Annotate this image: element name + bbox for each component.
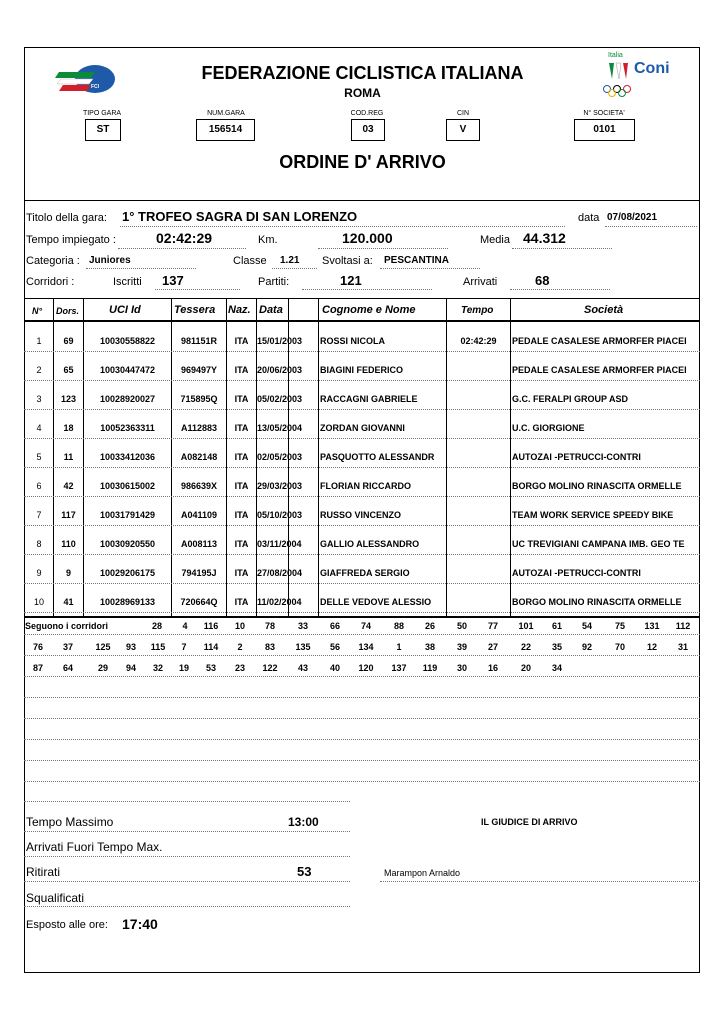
following-rider-number: 87 (32, 663, 43, 673)
cell-bib: 11 (63, 452, 74, 462)
cell-uci-id: 10028920027 (99, 394, 156, 404)
class-label: Classe (233, 255, 267, 267)
dotted-line (24, 676, 700, 677)
cell-birth-date: 15/01/2003 (257, 336, 303, 346)
col-header-naz: Naz. (228, 304, 251, 316)
dotted-line (24, 881, 350, 882)
following-rider-number: 26 (424, 621, 435, 631)
following-rider-number: 76 (32, 642, 43, 652)
cell-license: A112883 (180, 423, 218, 433)
cell-rank: 8 (36, 539, 42, 549)
table-row (24, 381, 700, 410)
following-rider-number: 29 (97, 663, 108, 673)
following-rider-number: 20 (520, 663, 531, 673)
cell-license: 981151R (180, 336, 218, 346)
arrived-label: Arrivati (463, 276, 498, 288)
col-header-dors: Dors. (56, 306, 80, 316)
cell-team: BORGO MOLINO RINASCITA ORMELLE (512, 597, 682, 607)
category-label: Categoria : (26, 255, 80, 267)
dotted-line (510, 289, 610, 290)
km-value: 120.000 (342, 230, 393, 246)
field-caption-cin: CIN (456, 110, 470, 117)
posted-label: Esposto alle ore: (26, 919, 108, 931)
cell-rank: 4 (36, 423, 42, 433)
following-rider-number: 35 (551, 642, 562, 652)
following-rider-number: 40 (329, 663, 340, 673)
max-time-label: Tempo Massimo (26, 815, 114, 829)
following-rider-number: 37 (62, 642, 73, 652)
table-bottom-line (24, 616, 700, 618)
cell-uci-id: 10033412036 (99, 452, 156, 462)
following-rider-number: 1 (396, 642, 402, 652)
cell-team: TEAM WORK SERVICE SPEEDY BIKE (512, 510, 674, 520)
judge-name: Marampon Arnaldo (384, 868, 461, 878)
time-value: 02:42:29 (156, 230, 213, 246)
following-rider-number: 112 (675, 621, 691, 631)
cell-license: 794195J (181, 568, 217, 578)
cell-rider-name: ZORDAN GIOVANNI (320, 423, 405, 433)
fci-logo-text: FCI (91, 84, 100, 90)
cell-rank: 10 (33, 597, 44, 607)
row-separator (24, 612, 700, 613)
following-rider-number: 93 (125, 642, 136, 652)
venue-value: PESCANTINA (384, 255, 450, 266)
coni-logo-text: Coni (634, 60, 670, 77)
following-rider-number: 56 (329, 642, 340, 652)
dotted-line (512, 248, 612, 249)
cell-team: PEDALE CASALESE ARMORFER PIACEI (512, 336, 687, 346)
dotted-line (24, 634, 700, 635)
following-rider-number: 28 (151, 621, 162, 631)
cell-birth-date: 03/11/2004 (257, 539, 302, 549)
cell-nation: ITA (234, 539, 249, 549)
following-rider-number: 120 (358, 663, 374, 673)
cell-uci-id: 10029206175 (99, 568, 156, 578)
following-rider-number: 19 (178, 663, 189, 673)
cell-uci-id: 10052363311 (100, 423, 155, 433)
cell-team: UC TREVIGIANI CAMPANA IMB. GEO TE (512, 539, 685, 549)
following-rider-number: 78 (264, 621, 275, 631)
cell-uci-id: 10030447472 (99, 365, 156, 375)
cell-birth-date: 20/06/2003 (257, 365, 303, 375)
dotted-line (380, 881, 700, 882)
following-rider-number: 101 (518, 621, 534, 631)
cell-birth-date: 05/10/2003 (257, 510, 303, 520)
category-value: Juniores (89, 255, 131, 266)
retired-value: 53 (297, 864, 312, 879)
table-header-line (24, 320, 700, 322)
col-header-tessera: Tessera (174, 304, 216, 316)
following-rider-number: 39 (456, 642, 467, 652)
cell-license: 715895Q (180, 394, 218, 404)
cell-license: 969497Y (180, 365, 218, 375)
cell-rank: 5 (36, 452, 42, 462)
dotted-line (272, 268, 317, 269)
following-rider-number: 22 (520, 642, 531, 652)
cell-uci-id: 10031791429 (99, 510, 156, 520)
cell-rank: 7 (36, 510, 42, 520)
following-rider-number: 131 (644, 621, 660, 631)
following-rider-number: 33 (297, 621, 308, 631)
col-header-n: N° (32, 306, 43, 316)
field-box-num-gara: 156514 (196, 119, 255, 141)
following-rider-number: 50 (456, 621, 467, 631)
following-rider-number: 30 (456, 663, 467, 673)
cell-rider-name: DELLE VEDOVE ALESSIO (320, 597, 432, 607)
table-row (24, 555, 700, 584)
dotted-line (86, 268, 196, 269)
col-header-societa: Società (584, 304, 624, 316)
dotted-line (24, 831, 350, 832)
table-row (24, 468, 700, 497)
cell-nation: ITA (234, 481, 249, 491)
table-row (24, 410, 700, 439)
field-box-tipo-gara: ST (85, 119, 121, 141)
following-rider-number: 4 (182, 621, 188, 631)
cell-license: 986639X (180, 481, 218, 491)
following-rider-number: 43 (297, 663, 308, 673)
riders-label: Corridori : (26, 276, 75, 288)
following-rider-number: 61 (551, 621, 562, 631)
dotted-line (24, 739, 700, 740)
time-label: Tempo impiegato : (26, 234, 116, 246)
cell-nation: ITA (234, 568, 249, 578)
cell-license: A008113 (180, 539, 218, 549)
dotted-line (155, 289, 240, 290)
following-rider-number: 27 (487, 642, 498, 652)
cell-birth-date: 29/03/2003 (257, 481, 303, 491)
cell-birth-date: 11/02/2004 (257, 597, 302, 607)
cell-rank: 6 (36, 481, 42, 491)
cell-uci-id: 10028969133 (99, 597, 156, 607)
cell-uci-id: 10030920550 (99, 539, 156, 549)
dotted-line (24, 760, 700, 761)
dotted-line (24, 906, 350, 907)
cell-team: AUTOZAI -PETRUCCI-CONTRI (512, 452, 641, 462)
race-title: 1° TROFEO SAGRA DI SAN LORENZO (122, 209, 358, 224)
following-rider-number: 77 (487, 621, 498, 631)
cell-nation: ITA (234, 510, 249, 520)
cell-nation: ITA (234, 452, 249, 462)
table-row (24, 352, 700, 381)
cell-rider-name: ROSSI NICOLA (320, 336, 386, 346)
col-header-data: Data (259, 304, 283, 316)
cell-rider-name: BIAGINI FEDERICO (320, 365, 404, 375)
following-rider-number: 137 (391, 663, 407, 673)
cell-rank: 1 (36, 336, 42, 346)
cell-birth-date: 02/05/2003 (257, 452, 303, 462)
following-rider-number: 32 (152, 663, 163, 673)
started-value: 121 (340, 273, 362, 288)
table-row (24, 323, 700, 352)
federation-title: FEDERAZIONE CICLISTICA ITALIANA (201, 63, 524, 83)
following-rider-number: 122 (262, 663, 278, 673)
col-header-name: Cognome e Nome (322, 304, 416, 316)
dotted-line (24, 655, 700, 656)
cell-rank: 9 (36, 568, 42, 578)
dotted-line (24, 718, 700, 719)
dotted-line (120, 226, 565, 227)
posted-time: 17:40 (122, 916, 158, 932)
cell-rank: 2 (36, 365, 42, 375)
cell-bib: 9 (65, 568, 71, 578)
following-rider-number: 54 (581, 621, 592, 631)
table-row (24, 584, 700, 613)
cell-bib: 110 (61, 539, 76, 549)
cell-time: 02:42:29 (460, 336, 497, 346)
following-rider-number: 88 (393, 621, 404, 631)
cell-bib: 65 (63, 365, 74, 375)
entered-value: 137 (162, 273, 184, 288)
cell-uci-id: 10030558822 (99, 336, 156, 346)
cell-rider-name: RACCAGNI GABRIELE (320, 394, 418, 404)
dotted-line (24, 781, 700, 782)
following-rider-number: 115 (150, 642, 166, 652)
field-caption-cod-reg: COD.REG (350, 110, 384, 117)
dotted-line (24, 801, 350, 802)
dotted-line (24, 856, 350, 857)
cell-bib: 123 (60, 394, 77, 404)
cell-license: A082148 (180, 452, 218, 462)
dotted-line (380, 268, 480, 269)
cell-birth-date: 05/02/2003 (257, 394, 303, 404)
race-title-label: Titolo della gara: (26, 212, 107, 224)
started-label: Partiti: (258, 276, 290, 288)
following-rider-number: 135 (295, 642, 311, 652)
dotted-line (302, 289, 432, 290)
dotted-line (118, 248, 246, 249)
table-top-line (24, 298, 700, 299)
following-rider-number: 34 (551, 663, 562, 673)
judge-label: IL GIUDICE DI ARRIVO (481, 817, 578, 827)
class-value: 1.21 (280, 255, 300, 266)
km-label: Km. (258, 234, 278, 246)
separator (24, 200, 700, 201)
cell-rider-name: GALLIO ALESSANDRO (320, 539, 420, 549)
cell-nation: ITA (234, 394, 249, 404)
cell-nation: ITA (234, 336, 249, 346)
average-label: Media (480, 234, 510, 246)
following-rider-number: 75 (614, 621, 625, 631)
document-title: ORDINE D' ARRIVO (279, 152, 446, 172)
entered-label: Iscritti (113, 276, 142, 288)
city-title: ROMA (344, 86, 381, 100)
col-header-uci-id: UCI Id (109, 304, 141, 316)
average-value: 44.312 (523, 230, 566, 246)
dotted-line (318, 248, 448, 249)
following-rider-number: 74 (360, 621, 371, 631)
field-box-cin: V (446, 119, 480, 141)
following-rider-number: 70 (614, 642, 625, 652)
date-label: data (578, 212, 600, 224)
cell-bib: 117 (61, 510, 76, 520)
retired-label: Ritirati (26, 865, 61, 879)
table-row (24, 526, 700, 555)
coni-logo-top: Italia (608, 52, 623, 59)
out-of-time-label: Arrivati Fuori Tempo Max. (26, 840, 163, 854)
field-box-cod-reg: 03 (351, 119, 385, 141)
cell-nation: ITA (234, 365, 249, 375)
cell-birth-date: 13/05/2004 (257, 423, 303, 433)
following-rider-number: 83 (264, 642, 275, 652)
cell-bib: 41 (63, 597, 74, 607)
following-rider-number: 2 (237, 642, 243, 652)
dotted-line (605, 226, 697, 227)
following-rider-number: 94 (125, 663, 136, 673)
following-label: Seguono i corridori (25, 621, 109, 631)
field-caption-num-gara: NUM.GARA (207, 110, 245, 117)
cell-team: G.C. FERALPI GROUP ASD (512, 394, 629, 404)
following-rider-number: 10 (234, 621, 245, 631)
dotted-line (24, 697, 700, 698)
cell-team: U.C. GIORGIONE (512, 423, 585, 433)
following-rider-number: 125 (95, 642, 111, 652)
following-rider-number: 92 (581, 642, 592, 652)
cell-rider-name: FLORIAN RICCARDO (320, 481, 411, 491)
cell-team: BORGO MOLINO RINASCITA ORMELLE (512, 481, 682, 491)
following-rider-number: 38 (424, 642, 435, 652)
following-rider-number: 66 (329, 621, 340, 631)
following-rider-number: 16 (487, 663, 498, 673)
cell-license: 720664Q (180, 597, 218, 607)
cell-rider-name: PASQUOTTO ALESSANDR (320, 452, 435, 462)
field-caption-tipo-gara: TIPO GARA (82, 110, 122, 117)
cell-bib: 18 (63, 423, 74, 433)
following-rider-number: 119 (422, 663, 438, 673)
cell-nation: ITA (234, 423, 249, 433)
following-rider-number: 134 (358, 642, 374, 652)
max-time-value: 13:00 (288, 815, 319, 829)
cell-birth-date: 27/08/2004 (257, 568, 303, 578)
following-rider-number: 7 (181, 642, 187, 652)
cell-bib: 69 (63, 336, 74, 346)
cell-license: A041109 (180, 510, 218, 520)
field-box-n-societa: 0101 (574, 119, 635, 141)
following-rider-number: 53 (205, 663, 216, 673)
disqualified-label: Squalificati (26, 891, 85, 905)
cell-bib: 42 (63, 481, 74, 491)
following-rider-number: 114 (203, 642, 219, 652)
following-rider-number: 31 (677, 642, 688, 652)
cell-team: AUTOZAI -PETRUCCI-CONTRI (512, 568, 641, 578)
following-rider-number: 12 (646, 642, 657, 652)
table-row (24, 439, 700, 468)
cell-uci-id: 10030615002 (99, 481, 156, 491)
venue-label: Svoltasi a: (322, 255, 373, 267)
arrived-value: 68 (535, 273, 550, 288)
cell-rank: 3 (36, 394, 42, 404)
table-row (24, 497, 700, 526)
following-rider-number: 23 (234, 663, 245, 673)
col-header-tempo: Tempo (461, 305, 494, 316)
field-caption-n-societa: N° SOCIETA' (583, 110, 625, 117)
cell-rider-name: GIAFFREDA SERGIO (320, 568, 410, 578)
following-rider-number: 64 (62, 663, 73, 673)
following-rider-number: 116 (203, 621, 219, 631)
cell-nation: ITA (234, 597, 249, 607)
race-date: 07/08/2021 (607, 212, 658, 223)
cell-team: PEDALE CASALESE ARMORFER PIACEI (512, 365, 687, 375)
cell-rider-name: RUSSO VINCENZO (320, 510, 402, 520)
